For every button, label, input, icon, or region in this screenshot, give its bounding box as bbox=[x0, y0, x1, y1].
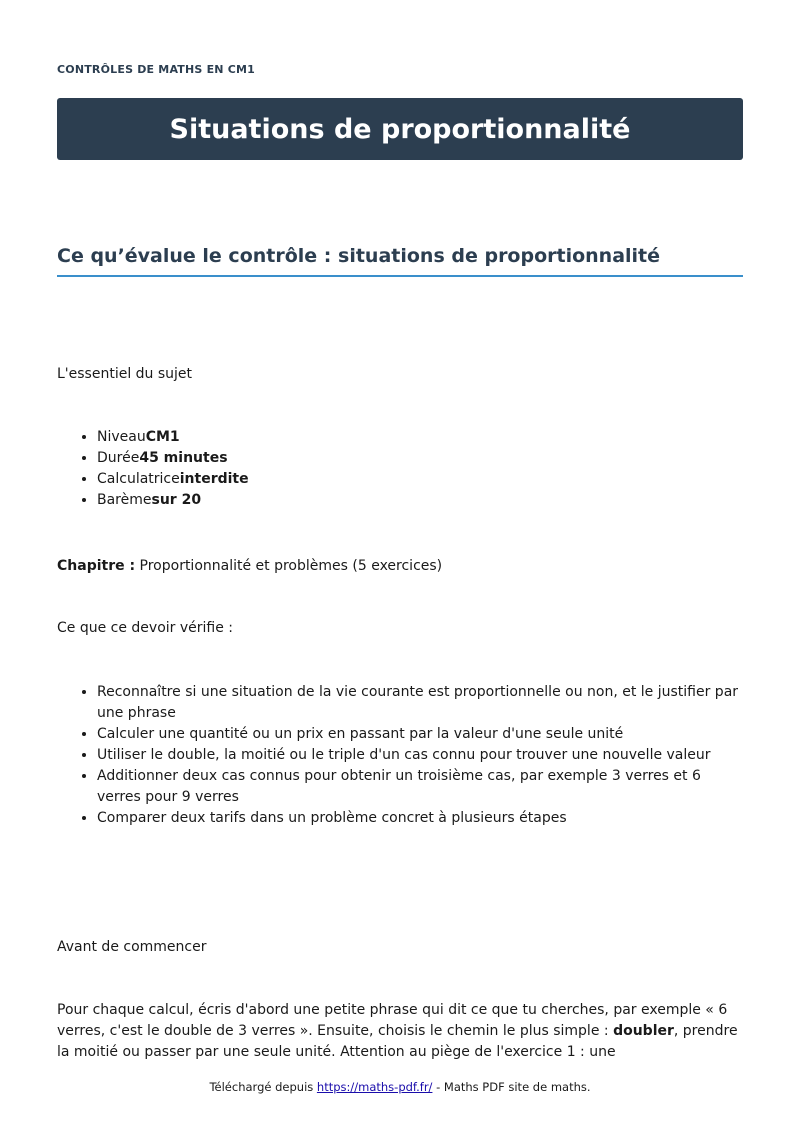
page-title: Situations de proportionnalité bbox=[169, 113, 631, 145]
title-banner bbox=[57, 98, 743, 160]
chapitre-value: Proportionnalité et problèmes (5 exercices) bbox=[135, 558, 443, 574]
list-item bbox=[97, 448, 743, 469]
chapitre-line bbox=[57, 556, 442, 577]
list-item bbox=[97, 469, 743, 490]
footer-prefix: Téléchargé depuis bbox=[209, 1080, 317, 1094]
item-value: interdite bbox=[179, 471, 249, 487]
list-item: • Reconnaître si une situation de la vie courante est proportionnelle ou non, et le justifier par une phrase bbox=[97, 682, 743, 724]
avant-heading: Avant de commencer bbox=[57, 939, 207, 955]
list-item bbox=[97, 490, 743, 511]
list-item: • Utiliser le double, la moitié ou le triple d'un cas connu pour trouver une nouvelle valeur bbox=[97, 745, 743, 766]
footer-link[interactable]: https://maths-pdf.fr/ bbox=[316, 1080, 433, 1094]
item-label: Barème bbox=[97, 492, 152, 508]
avant-paragraph bbox=[57, 1000, 743, 1063]
footer bbox=[0, 1080, 800, 1094]
list-item: • Additionner deux cas connus pour obtenir un troisième cas, par exemple 3 verres et 6 verres pour 9 verres bbox=[97, 766, 743, 808]
series-label: CONTRÔLES DE MATHS EN CM1 bbox=[57, 63, 255, 76]
verifie-heading: Ce que ce devoir vérifie : bbox=[57, 620, 234, 636]
verifie-list bbox=[57, 682, 743, 829]
item-label: Durée bbox=[97, 450, 140, 466]
item-value: 45 minutes bbox=[139, 450, 228, 466]
para-bold: doubler bbox=[613, 1023, 674, 1039]
para-end: , prendre la moitié ou passer par une seule unité. Attention au piège de l'exercice 1 : une bbox=[57, 1023, 738, 1060]
list-item: • Comparer deux tarifs dans un problème concret à plusieurs étapes bbox=[97, 808, 743, 829]
item-value: sur 20 bbox=[151, 492, 202, 508]
essentiel-list bbox=[57, 427, 743, 511]
item-label: Calculatrice bbox=[97, 471, 180, 487]
list-item bbox=[97, 427, 743, 448]
essentiel-heading: L'essentiel du sujet bbox=[57, 366, 193, 382]
para-start: Pour chaque calcul, écris d'abord une petite phrase qui dit ce que tu cherches, par exemple « 6 verres, c'est le double de 3 verres ». Ensuite, choisis le chemin le plus simple : bbox=[57, 1002, 728, 1039]
item-value: CM1 bbox=[145, 429, 180, 445]
section-title: Ce qu’évalue le contrôle : situations de proportionnalité bbox=[57, 245, 743, 277]
item-label: Niveau bbox=[97, 429, 146, 445]
chapitre-label: Chapitre : bbox=[57, 558, 136, 574]
footer-suffix: - Maths PDF site de maths. bbox=[432, 1080, 591, 1094]
list-item: • Calculer une quantité ou un prix en passant par la valeur d'une seule unité bbox=[97, 724, 743, 745]
